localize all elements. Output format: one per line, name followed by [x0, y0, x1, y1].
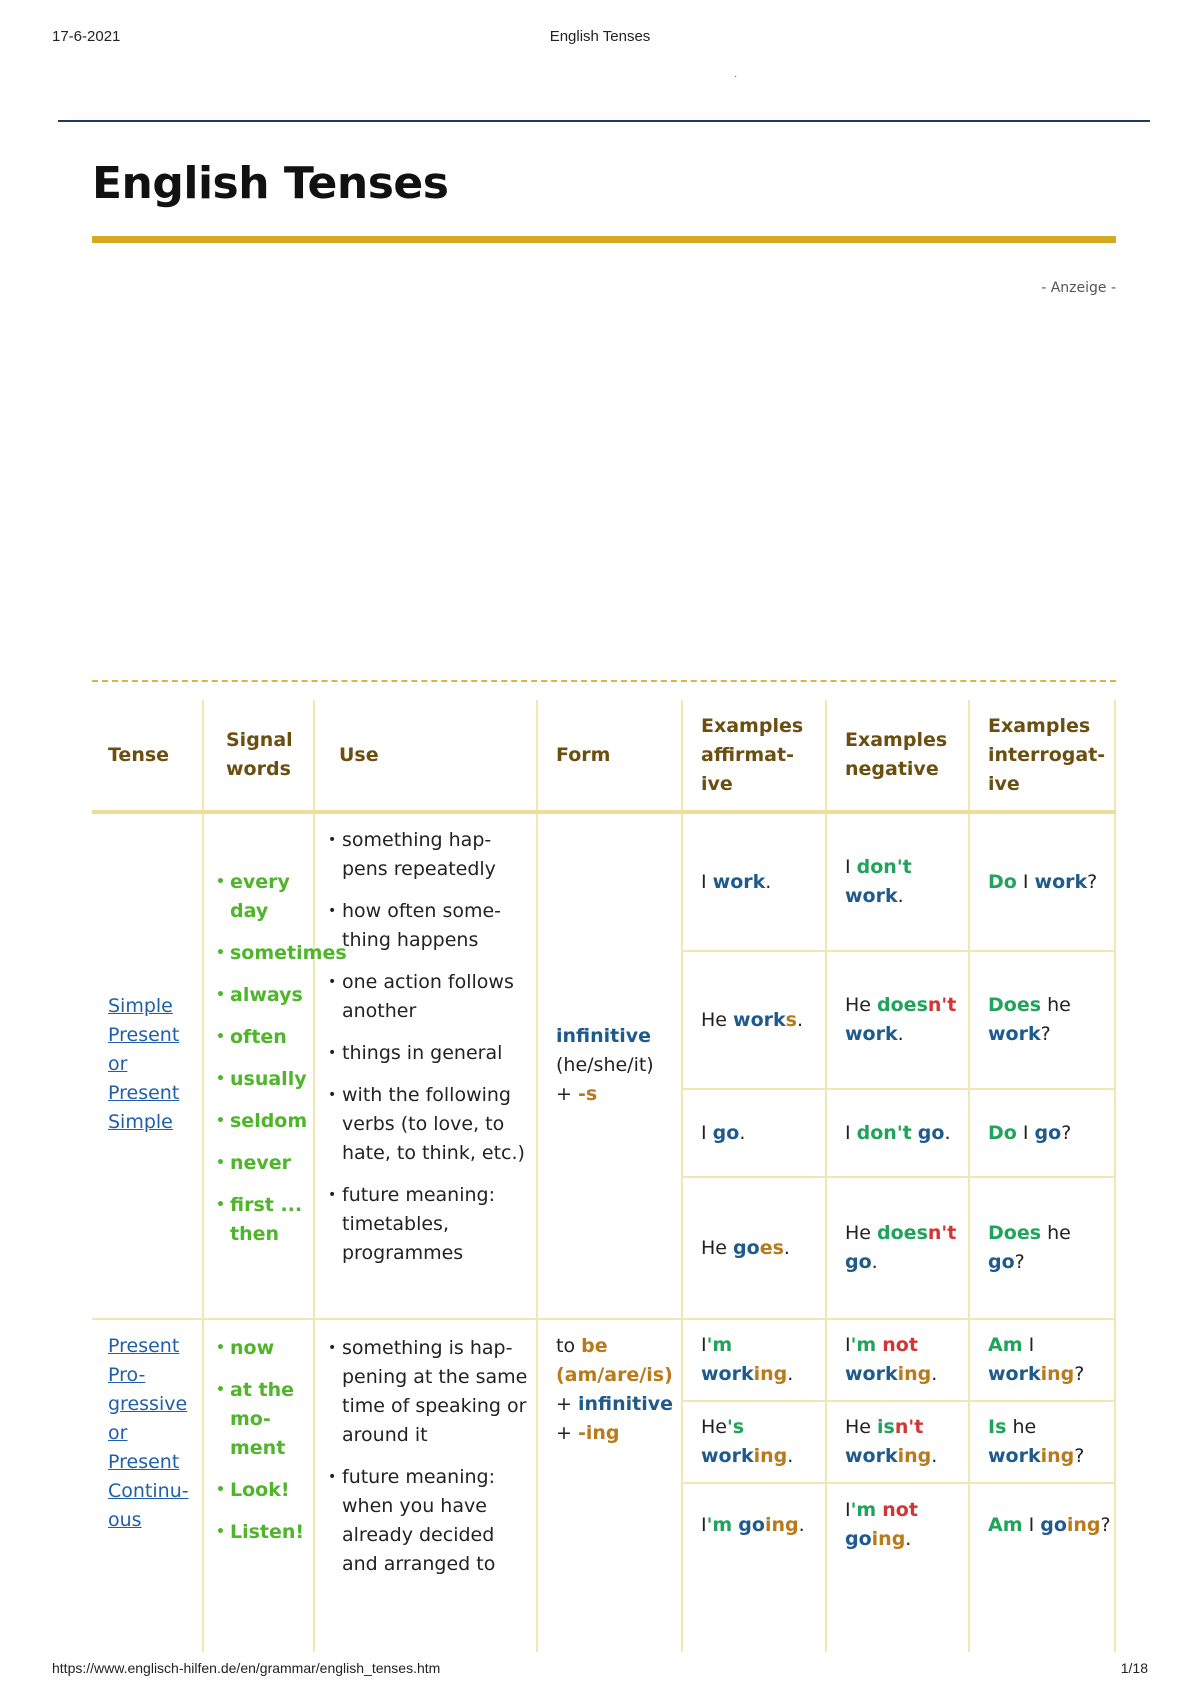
- dashed-divider: [92, 680, 1116, 682]
- example-negative: I don't go.: [845, 1121, 951, 1144]
- example-affirmative: I'm working.: [701, 1334, 794, 1385]
- example-affirmative: He goes.: [701, 1236, 790, 1259]
- example-negative: I'm not working.: [845, 1334, 938, 1385]
- signal-word: • now: [216, 1334, 310, 1363]
- use-item: • future meaning: when you have already decided and arranged to: [328, 1463, 528, 1579]
- header-form: Form: [556, 743, 611, 766]
- example-interrogative: Is he working?: [988, 1416, 1085, 1467]
- example-affirmative: He works.: [701, 1008, 804, 1031]
- tenses-table: [92, 700, 1116, 1652]
- signal-word: • often: [216, 1023, 316, 1052]
- header-examples-negative: Examples negative: [845, 729, 948, 780]
- example-interrogative: Does he go?: [988, 1222, 1071, 1273]
- use-item: • future meaning: timetables, programmes: [328, 1181, 528, 1268]
- form-plus: +: [556, 1083, 572, 1105]
- signal-word: • first ... then: [216, 1191, 316, 1249]
- header-use: Use: [339, 743, 379, 766]
- tense-link-present-progressive[interactable]: Present Pro-gressive or Present Continu-ous: [108, 1335, 189, 1531]
- print-date: 17-6-2021: [52, 28, 121, 45]
- example-interrogative: Do I work?: [988, 870, 1098, 893]
- example-affirmative: He's working.: [701, 1416, 794, 1467]
- form-ending: -s: [577, 1083, 598, 1105]
- example-interrogative: Am I going?: [988, 1513, 1111, 1536]
- uses-present-progressive: [328, 1334, 528, 1592]
- decorative-dot: ·: [734, 72, 738, 83]
- signal-words-present-progressive: [216, 1334, 310, 1560]
- page-title: English Tenses: [92, 158, 449, 209]
- signal-word: • at the mo-ment: [216, 1376, 310, 1463]
- use-item: • how often some-thing happens: [328, 897, 528, 955]
- form-present-progressive: to be (am/are/is) + infinitive + -ing: [556, 1335, 673, 1444]
- ad-label: - Anzeige -: [1041, 280, 1116, 296]
- use-item: • something hap-pens repeatedly: [328, 826, 528, 884]
- example-negative: He doesn't work.: [845, 994, 957, 1045]
- example-interrogative: Do I go?: [988, 1121, 1072, 1144]
- tense-link-simple-present[interactable]: Simple Present or Present Simple: [108, 995, 180, 1133]
- form-infinitive: infinitive: [556, 1025, 652, 1047]
- signal-word: • usually: [216, 1065, 316, 1094]
- example-negative: He isn't working.: [845, 1416, 938, 1467]
- header-examples-affirmative: Examples affirmat-ive: [701, 714, 804, 795]
- signal-word: • every day: [216, 868, 316, 926]
- example-negative: He doesn't go.: [845, 1222, 957, 1273]
- example-interrogative: Am I working?: [988, 1334, 1085, 1385]
- uses-simple-present: [328, 826, 528, 1281]
- example-affirmative: I work.: [701, 870, 772, 893]
- use-item: • one action follows another: [328, 968, 528, 1026]
- signal-word: • Look!: [216, 1476, 310, 1505]
- signal-word: • never: [216, 1149, 316, 1178]
- signal-word: • seldom: [216, 1107, 316, 1136]
- use-item: • something is hap-pening at the same time of speaking or around it: [328, 1334, 528, 1450]
- header-tense: Tense: [108, 743, 170, 766]
- use-item: • with the following verbs (to love, to hate, to think, etc.): [328, 1081, 528, 1168]
- example-negative: I don't work.: [845, 856, 912, 907]
- page-number: 1/18: [1120, 1660, 1148, 1676]
- example-negative: I'm not going.: [845, 1499, 918, 1550]
- column-divider: [536, 700, 538, 1652]
- header-signal-words: Signal words: [226, 729, 293, 780]
- signal-words-simple-present: [216, 868, 347, 1262]
- example-interrogative: Does he work?: [988, 994, 1071, 1045]
- header-examples-interrogative: Examples interrogat-ive: [988, 714, 1106, 795]
- signal-word: • always: [216, 981, 316, 1010]
- example-affirmative: I go.: [701, 1121, 746, 1144]
- top-divider: [58, 120, 1150, 122]
- use-item: • things in general: [328, 1039, 528, 1068]
- column-divider: [202, 700, 204, 1652]
- print-url: https://www.englisch-hilfen.de/en/grammar/english_tenses.htm: [52, 1660, 441, 1676]
- signal-word: • Listen!: [216, 1518, 310, 1547]
- form-persons: (he/she/it): [556, 1054, 654, 1076]
- example-affirmative: I'm going.: [701, 1513, 805, 1536]
- title-underline: [92, 236, 1116, 243]
- signal-word: • sometimes: [216, 939, 336, 968]
- form-simple-present: [556, 1022, 676, 1109]
- print-title: English Tenses: [549, 28, 651, 45]
